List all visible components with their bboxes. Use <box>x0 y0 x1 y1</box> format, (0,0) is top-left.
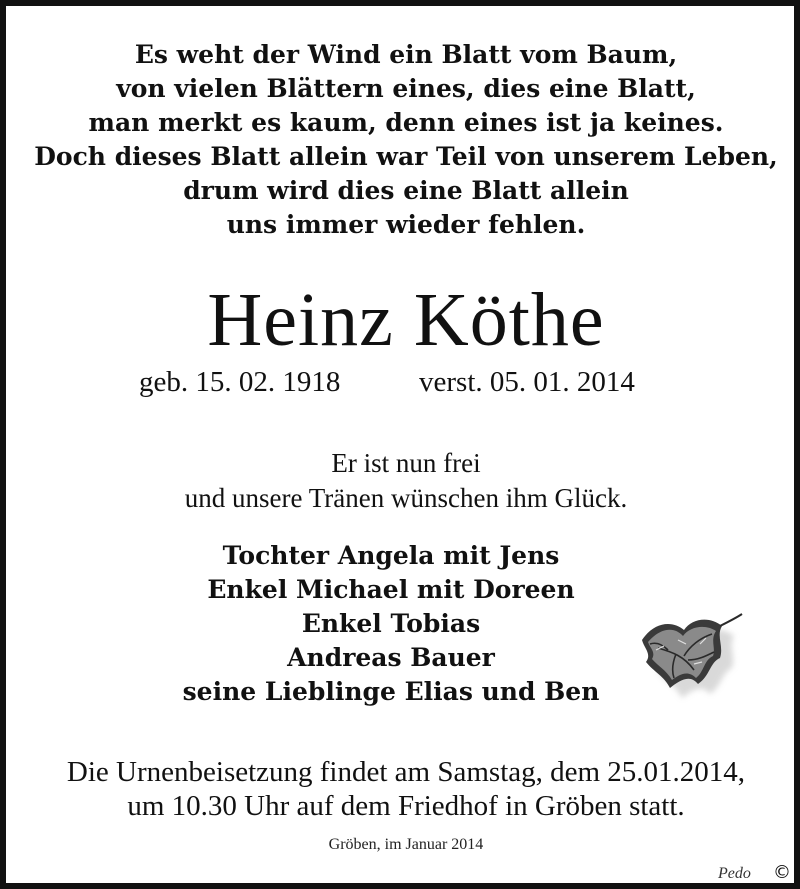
burial-notice <box>6 755 800 823</box>
poem-line: Doch dieses Blatt allein war Teil von unserem Leben, <box>34 142 778 171</box>
poem <box>6 38 800 242</box>
deceased-name: Heinz Köthe <box>207 278 605 362</box>
place-date: Gröben, im Januar 2014 <box>328 836 484 853</box>
poem-line: drum wird dies eine Blatt allein <box>183 176 629 205</box>
family-member: Tochter Angela mit Jens <box>222 541 560 570</box>
family-member: Enkel Michael mit Doreen <box>207 575 575 604</box>
leaf-icon <box>628 604 748 704</box>
poem-line: Es weht der Wind ein Blatt vom Baum, <box>134 40 678 69</box>
burial-line: um 10.30 Uhr auf dem Friedhof in Gröben statt. <box>127 790 685 822</box>
family-member: Enkel Tobias <box>301 609 481 638</box>
quote-line: Er ist nun frei <box>331 448 481 478</box>
designer-signature: Pedo <box>718 865 751 882</box>
quote-line: und unsere Tränen wünschen ihm Glück. <box>184 483 628 513</box>
family-member: Andreas Bauer <box>287 643 495 672</box>
burial-line: Die Urnenbeisetzung findet am Samstag, dem 25.01.2014, <box>66 756 746 788</box>
poem-line: man merkt es kaum, denn eines ist ja keines. <box>88 108 724 137</box>
death-date: verst. 05. 01. 2014 <box>419 366 635 398</box>
birth-date: geb. 15. 02. 1918 <box>139 366 341 398</box>
poem-line: von vielen Blättern eines, dies eine Blatt, <box>116 74 696 103</box>
quote <box>6 446 800 516</box>
family-member: seine Lieblinge Elias und Ben <box>182 677 600 706</box>
poem-line: uns immer wieder fehlen. <box>226 210 586 239</box>
copyright-icon: © <box>773 862 791 883</box>
